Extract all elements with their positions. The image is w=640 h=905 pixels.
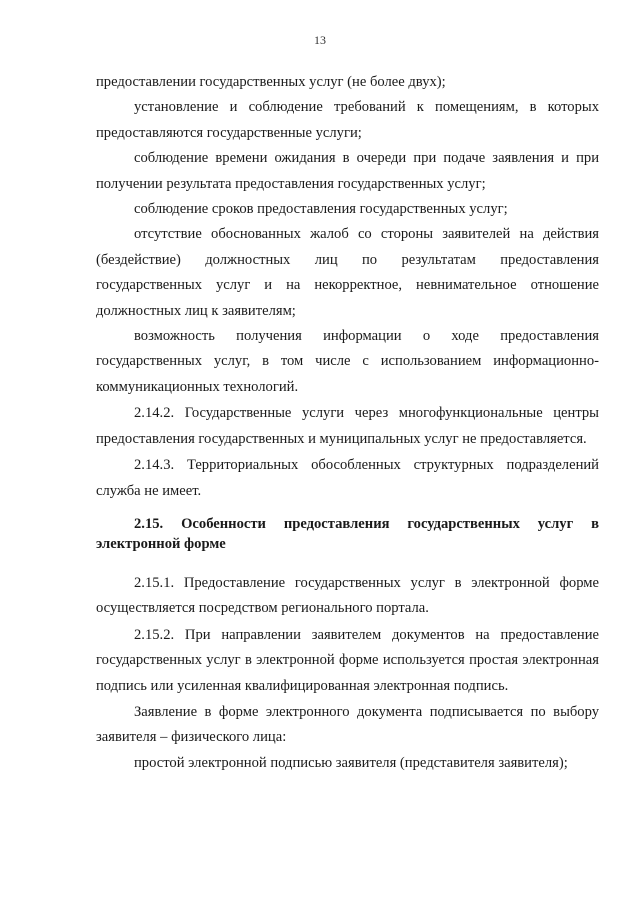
paragraph: 2.15.2. При направлении заявителем документов на предоставление государственных услуг в электронной форме используется простая электронная подпись или усиленная квалифицированная электронная подпись.: [96, 626, 599, 694]
paragraph: 2.14.3. Территориальных обособленных структурных подразделений служба не имеет.: [96, 457, 599, 499]
paragraph: соблюдение сроков предоставления государственных услуг;: [134, 201, 508, 218]
paragraph: соблюдение времени ожидания в очереди при подаче заявления и при получении результата предоставления государственных услуг;: [96, 150, 599, 192]
page-number: 13: [314, 33, 326, 47]
paragraph: простой электронной подписью заявителя (представителя заявителя);: [134, 754, 568, 771]
paragraph: 2.15.1. Предоставление государственных услуг в электронной форме осуществляется посредством регионального портала.: [96, 574, 599, 617]
paragraph: предоставлении государственных услуг (не более двух);: [96, 74, 446, 90]
document-body: [96, 70, 599, 776]
paragraph: возможность получения информации о ходе предоставления государственных услуг, в том числе с использованием информационно-коммуникационных технологий.: [96, 328, 599, 395]
paragraph: 2.14.2. Государственные услуги через многофункциональные центры предоставления государственных и муниципальных услуг не предоставляется.: [96, 405, 599, 447]
paragraph: отсутствие обоснованных жалоб со стороны заявителей на действия (бездействие) должностных лиц по результатам предоставления государственных услуг и на некорректное, невнимательное отношение должностных лиц к заявителям;: [96, 226, 599, 319]
section-heading: 2.15. Особенности предоставления государственных услуг в электронной форме: [96, 515, 599, 552]
paragraph: установление и соблюдение требований к помещениям, в которых предоставляются государственные услуги;: [96, 99, 599, 141]
paragraph: Заявление в форме электронного документа подписывается по выбору заявителя – физического лица:: [96, 703, 599, 746]
